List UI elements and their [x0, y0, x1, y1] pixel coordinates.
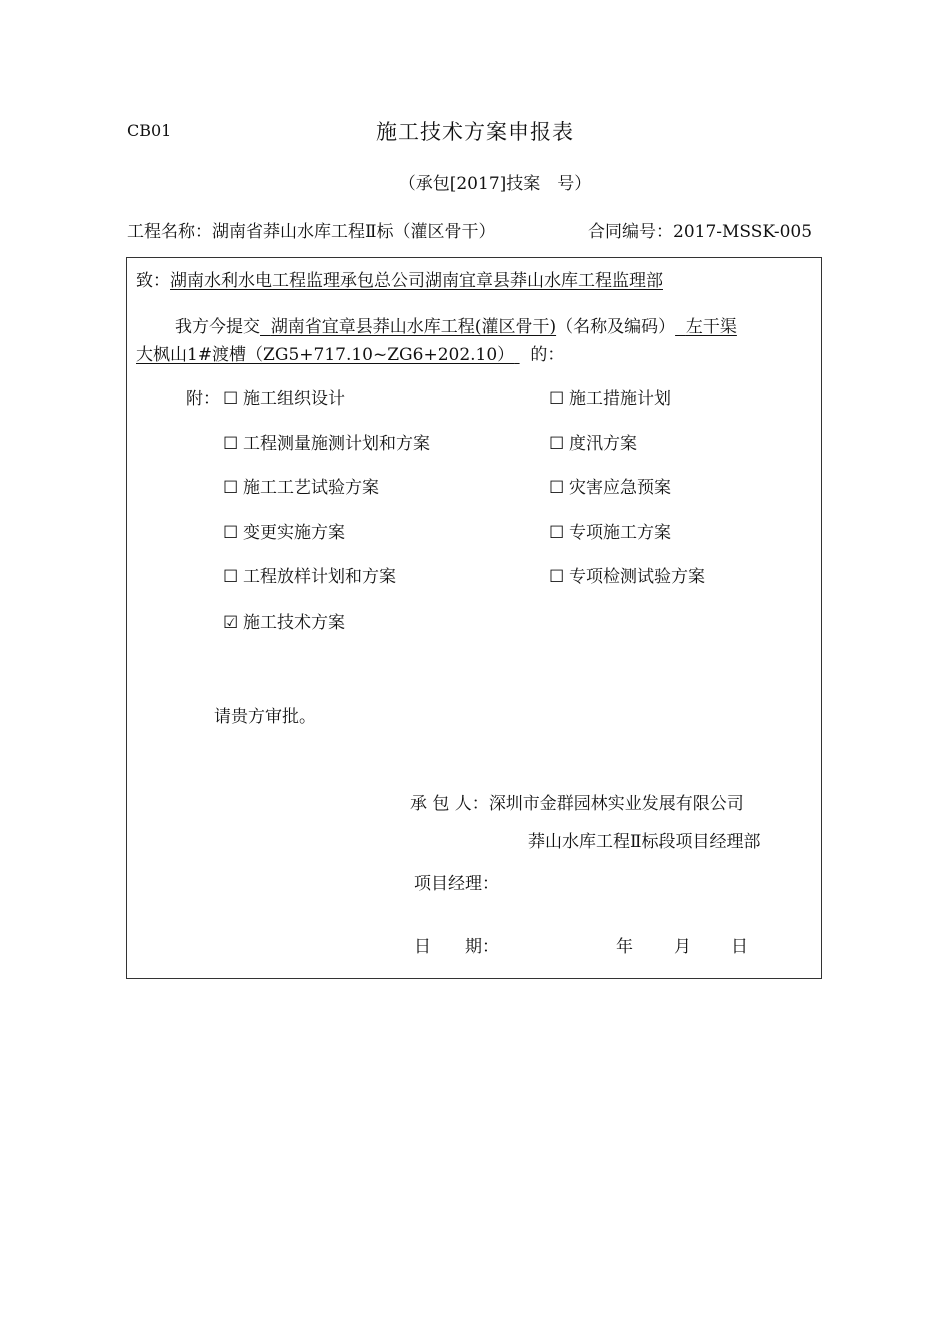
submit-prefix: 我方今提交 [175, 317, 260, 337]
checkbox-icon[interactable]: ☐ [223, 567, 239, 587]
submission-line-1 [175, 312, 737, 337]
project-manager-label: 项目经理： [414, 874, 499, 894]
checkbox-item[interactable] [549, 384, 671, 409]
submit-code-1: 左干渠 [685, 317, 737, 337]
checked-checkbox-icon[interactable]: ☑ [223, 613, 239, 633]
submit-code-2: 大枫山1#渡槽（ZG5+717.10~ZG6+202.10） [136, 345, 515, 365]
contract-number: 合同编号：2017-MSSK-005 [588, 222, 813, 242]
checkbox-label: 施工措施计划 [569, 389, 671, 409]
contractor-value: 深圳市金群园林实业发展有限公司 [488, 794, 744, 814]
date-day: 日 [731, 937, 748, 957]
checkbox-item[interactable] [223, 429, 430, 454]
checkbox-icon[interactable]: ☐ [223, 389, 239, 409]
checkbox-icon[interactable]: ☐ [549, 389, 565, 409]
form-title: 施工技术方案申报表 [376, 120, 574, 144]
contractor-line [410, 789, 744, 814]
form-number: （承包[2017]技案 号） [398, 174, 592, 194]
checkbox-icon[interactable]: ☐ [549, 434, 565, 454]
checkbox-label: 工程测量施测计划和方案 [243, 434, 430, 454]
checkbox-label: 施工技术方案 [243, 613, 345, 633]
project-name: 工程名称：湖南省莽山水库工程Ⅱ标（灌区骨干） [127, 222, 496, 242]
checkbox-label: 工程放样计划和方案 [243, 567, 396, 587]
checkbox-icon[interactable]: ☐ [549, 478, 565, 498]
checkbox-item[interactable] [223, 473, 379, 498]
attach-label: 附： [186, 389, 220, 409]
date-label: 日 期： [414, 937, 499, 957]
checkbox-item[interactable] [549, 518, 671, 543]
checkbox-label: 施工工艺试验方案 [243, 478, 379, 498]
date-month: 月 [674, 937, 691, 957]
checkbox-label: 专项检测试验方案 [569, 567, 705, 587]
contractor-department: 莽山水库工程Ⅱ标段项目经理部 [528, 832, 761, 852]
checkbox-item[interactable] [223, 562, 396, 587]
checkbox-label: 变更实施方案 [243, 523, 345, 543]
addressee [136, 266, 663, 291]
addressee-value: 湖南水利水电工程监理承包总公司湖南宜章县莽山水库工程监理部 [170, 271, 663, 291]
checkbox-icon[interactable]: ☐ [549, 523, 565, 543]
approval-request: 请贵方审批。 [214, 707, 316, 727]
checkbox-item[interactable] [549, 429, 637, 454]
checkbox-icon[interactable]: ☐ [223, 434, 239, 454]
checkbox-label: 灾害应急预案 [569, 478, 671, 498]
submit-mid: （名称及编码） [556, 317, 676, 337]
checkbox-icon[interactable]: ☐ [549, 567, 565, 587]
checkbox-icon[interactable]: ☐ [223, 523, 239, 543]
checkbox-icon[interactable]: ☐ [223, 478, 239, 498]
checkbox-item[interactable] [223, 608, 345, 633]
submission-line-2 [136, 340, 564, 365]
submit-name: 湖南省宜章县莽山水库工程(灌区骨干) [270, 317, 557, 337]
addressee-label: 致： [136, 271, 170, 291]
form-code: CB01 [127, 121, 172, 140]
date-year: 年 [616, 937, 633, 957]
checkbox-label: 度汛方案 [569, 434, 637, 454]
checkbox-label: 专项施工方案 [569, 523, 671, 543]
submit-suffix: 的： [530, 345, 565, 365]
checkbox-item[interactable] [223, 518, 345, 543]
checkbox-item[interactable] [549, 562, 705, 587]
contractor-label: 承 包 人： [410, 794, 489, 814]
checkbox-label: 施工组织设计 [243, 389, 345, 409]
checkbox-item[interactable] [549, 473, 671, 498]
checkbox-item[interactable] [223, 384, 345, 409]
